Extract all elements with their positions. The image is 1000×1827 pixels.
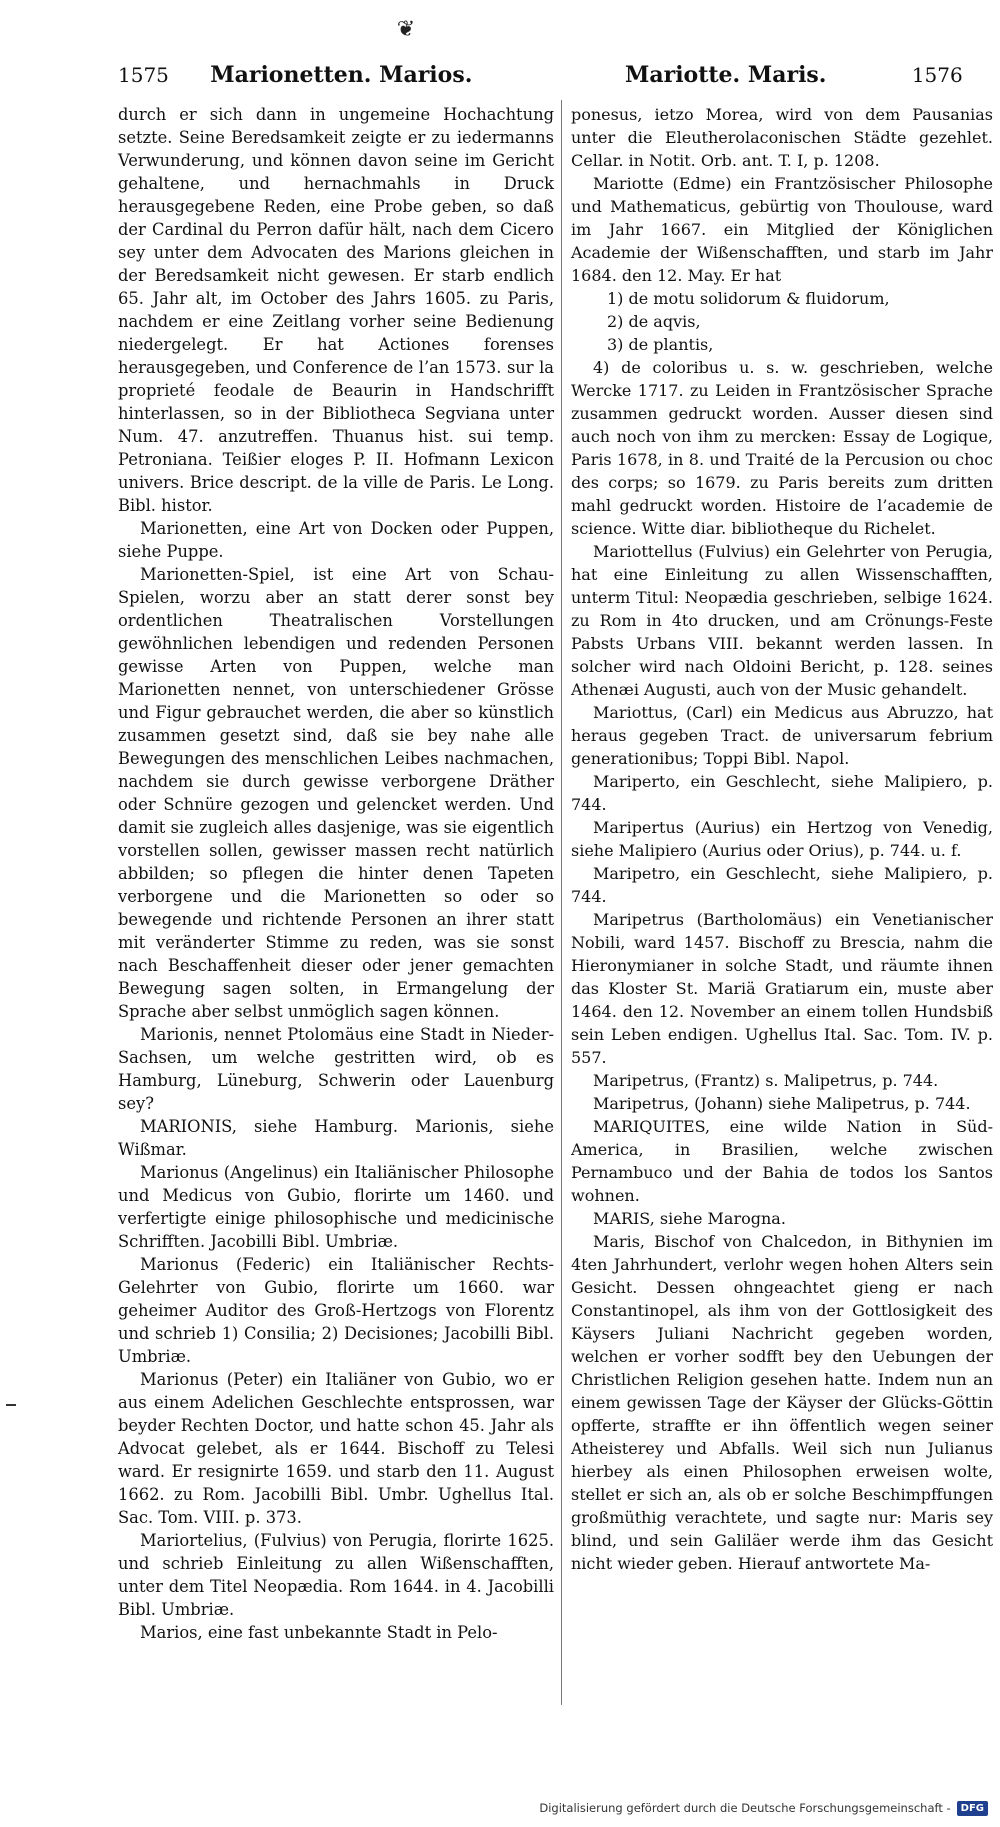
paragraph: Mariotte (Edme) ein Frantzösischer Philosophe und Mathematicus, gebürtig von Thoulouse, ward im Jahr 1667. ein Mitglied der Königlichen Academie der Wißenschafften, und starb im Jahr 1684. den 12. May. Er hat [571,174,993,285]
footer-text: Digitalisierung gefördert durch die Deutsche Forschungsgemeinschaft - [539,1801,951,1815]
right-running-head [625,62,963,98]
paragraph: MARIONIS, siehe Hamburg. Marionis, siehe Wißmar. [118,1117,554,1159]
left-running-head [118,62,472,98]
paragraph: Mariottus, (Carl) ein Medicus aus Abruzzo, hat heraus gegeben Tract. de universarum febrium generationibus; Toppi Bibl. Napol. [571,703,993,768]
list-item: 1) de motu solidorum & fluidorum, [607,289,890,308]
paragraph: Maripetrus, (Frantz) s. Malipetrus, p. 744. [593,1071,939,1090]
paragraph: Mariperto, ein Geschlecht, siehe Malipiero, p. 744. [571,772,993,814]
digitization-footer [539,1797,988,1819]
paragraph: Mariortelius, (Fulvius) von Perugia, florirte 1625. und schrieb Einleitung zu allen Wißenschafften, unter dem Titel Neopædia. Rom 1644. in 4. Jacobilli Bibl. Umbriæ. [118,1531,554,1619]
paragraph: Maris, Bischof von Chalcedon, in Bithynien im 4ten Jahrhundert, verlohr wegen hohen Alters sein Gesicht. Dessen ohngeachtet gieng er nach Constantinopel, als ihm von der Gottlosigkeit des Käysers Juliani Nachricht gegeben worden, welchen er vorher sodfft bey den Uebungen der Christlichen Religion gesehen hatte. Indem nun an einem gewissen Tage der Käyser der Glücks-Göttin opfferte, straffte er ihn öffentlich wegen seiner Atheisterey und Abfalls. Weil sich nun Julianus hierbey als einen Philosophen erweisen wolte, stellet er sich an, als ob er solche Beschimpffungen großmüthig verachtete, und sagte nur: Maris sey blind, und sein Galiläer werde ihm das Gesicht nicht wieder geben. Hierauf antwortete Ma- [571,1232,993,1573]
paragraph: Mariottellus (Fulvius) ein Gelehrter von Perugia, hat eine Einleitung zu allen Wissenschafften, unterm Titul: Neopædia geschrieben, selbige 1624. zu Rom in 4to drucken, und am Crönungs-Feste Pabsts Urbans VIII. bekannt werden lassen. In solcher wird nach Oldoini Bericht, p. 128. seines Athenæi Augusti, auch von der Music gehandelt. [571,542,993,699]
left-page-number: 1575 [118,63,169,87]
right-keywords: Mariotte. Maris. [625,62,827,88]
list-item: 3) de plantis, [607,335,714,354]
paragraph: durch er sich dann in ungemeine Hochachtung setzte. Seine Beredsamkeit zeigte er zu iedermanns Verwunderung, und können davon seine im Gericht gehaltene, und hernachmahls in Druck herausgegebene Reden, eine Probe geben, so daß der Cardinal du Perron dafür hält, nach dem Cicero sey unter dem Advocaten des Marions gleichen in der Beredsamkeit nicht gewesen. Er starb endlich 65. Jahr alt, im October des Jahrs 1605. zu Paris, nachdem er eine Zeitlang vorher seine Bedienung niedergelegt. Er hat Actiones forenses herausgegeben, und Conference de l’an 1573. sur la proprieté feodale de Beaurin in Handschrifft hinterlassen, so in der Bibliotheca Segviana unter Num. 47. anzutreffen. Thuanus hist. sui temp. Petroniana. Teißier eloges P. II. Hofmann Lexicon univers. Brice descript. de la ville de Paris. Le Long. Bibl. histor. [118,105,554,515]
paragraph: MARIS, siehe Marogna. [593,1209,786,1228]
left-keywords: Marionetten. Marios. [210,62,473,88]
paragraph: Marionus (Peter) ein Italiäner von Gubio, wo er aus einem Adelichen Geschlechte entsprossen, war beyder Rechten Doctor, und hatte schon 45. Jahr als Advocat gelebet, als er 1644. Bischoff zu Telesi ward. Er resignirte 1659. und starb den 11. August 1662. zu Rom. Jacobilli Bibl. Umbr. Ughellus Ital. Sac. Tom. VIII. p. 373. [118,1370,554,1527]
paragraph: Marionus (Angelinus) ein Italiänischer Philosophe und Medicus von Gubio, florirte um 1460. und verfertigte einige philosophische und medicinische Schrifften. Jacobilli Bibl. Umbriæ. [118,1163,554,1251]
left-column [118,103,554,1644]
paragraph: Marionus (Federic) ein Italiänischer Rechts-Gelehrter von Gubio, florirte um 1660. war geheimer Auditor des Groß-Hertzogs von Florentz und schrieb 1) Consilia; 2) Decisiones; Jacobilli Bibl. Umbriæ. [118,1255,554,1366]
list-item: 2) de aqvis, [607,312,701,331]
paragraph: Maripetro, ein Geschlecht, siehe Malipiero, p. 744. [571,864,993,906]
page-ornament: ❦ [396,17,416,42]
paragraph: Maripertus (Aurius) ein Hertzog von Venedig, siehe Malipiero (Aurius oder Orius), p. 744. u. f. [571,818,993,860]
dfg-logo: DFG [957,1801,988,1816]
paragraph: Marionetten-Spiel, ist eine Art von Schau-Spielen, worzu aber an statt derer sonst bey ordentlichen Theatralischen Vorstellungen gewöhnlichen lebendigen und redenden Personen gewisse Arten von Puppen, welche man Marionetten nennet, von unterschiedener Grösse und Figur gebrauchet werden, die aber so künstlich zusammen gesetzt sind, daß sie bey nahe alle Bewegungen des menschlichen Leibes nachmachen, nachdem sie durch gewisse verborgene Dräther oder Schnüre gezogen und gelencket werden. Und damit sie zugleich alles dasjenige, was sie eigentlich vorstellen sollen, gewisser massen recht natürlich abbilden; so pflegen die hinter denen Tapeten verborgene und die Marionetten so oder so bewegende und richtende Personen an ihrer statt mit veränderter Stimme zu reden, was sie sonst nach Beschaffenheit dieser oder jener gemachten Bewegung sagen solten, in Ermangelung der Sprache aber selbst unmöglich sagen können. [118,565,554,1021]
right-column [571,103,993,1575]
right-page-number: 1576 [911,63,963,87]
margin-mark [6,1404,16,1406]
paragraph: MARIQUITES, eine wilde Nation in Süd-America, in Brasilien, welche zwischen Pernambuco und der Bahia de todos los Santos wohnen. [571,1117,993,1205]
column-divider [561,100,562,1705]
list-item: 4) de coloribus u. s. w. geschrieben, welche Wercke 1717. zu Leiden in Frantzösischer Sprache zusammen gedruckt worden. Ausser diesen sind auch noch von ihm zu mercken: Essay de Logique, Paris 1678, in 8. und Traité de la Percusion ou choc des corps; so 1679. zu Paris bereits zum dritten mahl gedruckt worden. Histoire de l’academie de science. Witte diar. bibliotheque du Richelet. [571,358,993,538]
paragraph: Marionetten, eine Art von Docken oder Puppen, siehe Puppe. [118,519,554,561]
paragraph: ponesus, ietzo Morea, wird von dem Pausanias unter die Eleutherolaconischen Städte gezehlet. Cellar. in Notit. Orb. ant. T. I, p. 1208. [571,105,993,170]
paragraph: Maripetrus, (Johann) siehe Malipetrus, p. 744. [593,1094,971,1113]
paragraph: Maripetrus (Bartholomäus) ein Venetianischer Nobili, ward 1457. Bischoff zu Brescia, nahm die Hieronymianer in solche Stadt, und räumte ihnen das Kloster St. Mariä Gratiarum ein, muste aber 1464. den 12. November an einem tollen Hundsbiß sein Leben endigen. Ughellus Ital. Sac. Tom. IV. p. 557. [571,910,993,1067]
paragraph: Marios, eine fast unbekannte Stadt in Pelo- [140,1623,498,1642]
paragraph: Marionis, nennet Ptolomäus eine Stadt in Nieder-Sachsen, um welche gestritten wird, ob es Hamburg, Lüneburg, Schwerin oder Lauenburg sey? [118,1025,554,1113]
